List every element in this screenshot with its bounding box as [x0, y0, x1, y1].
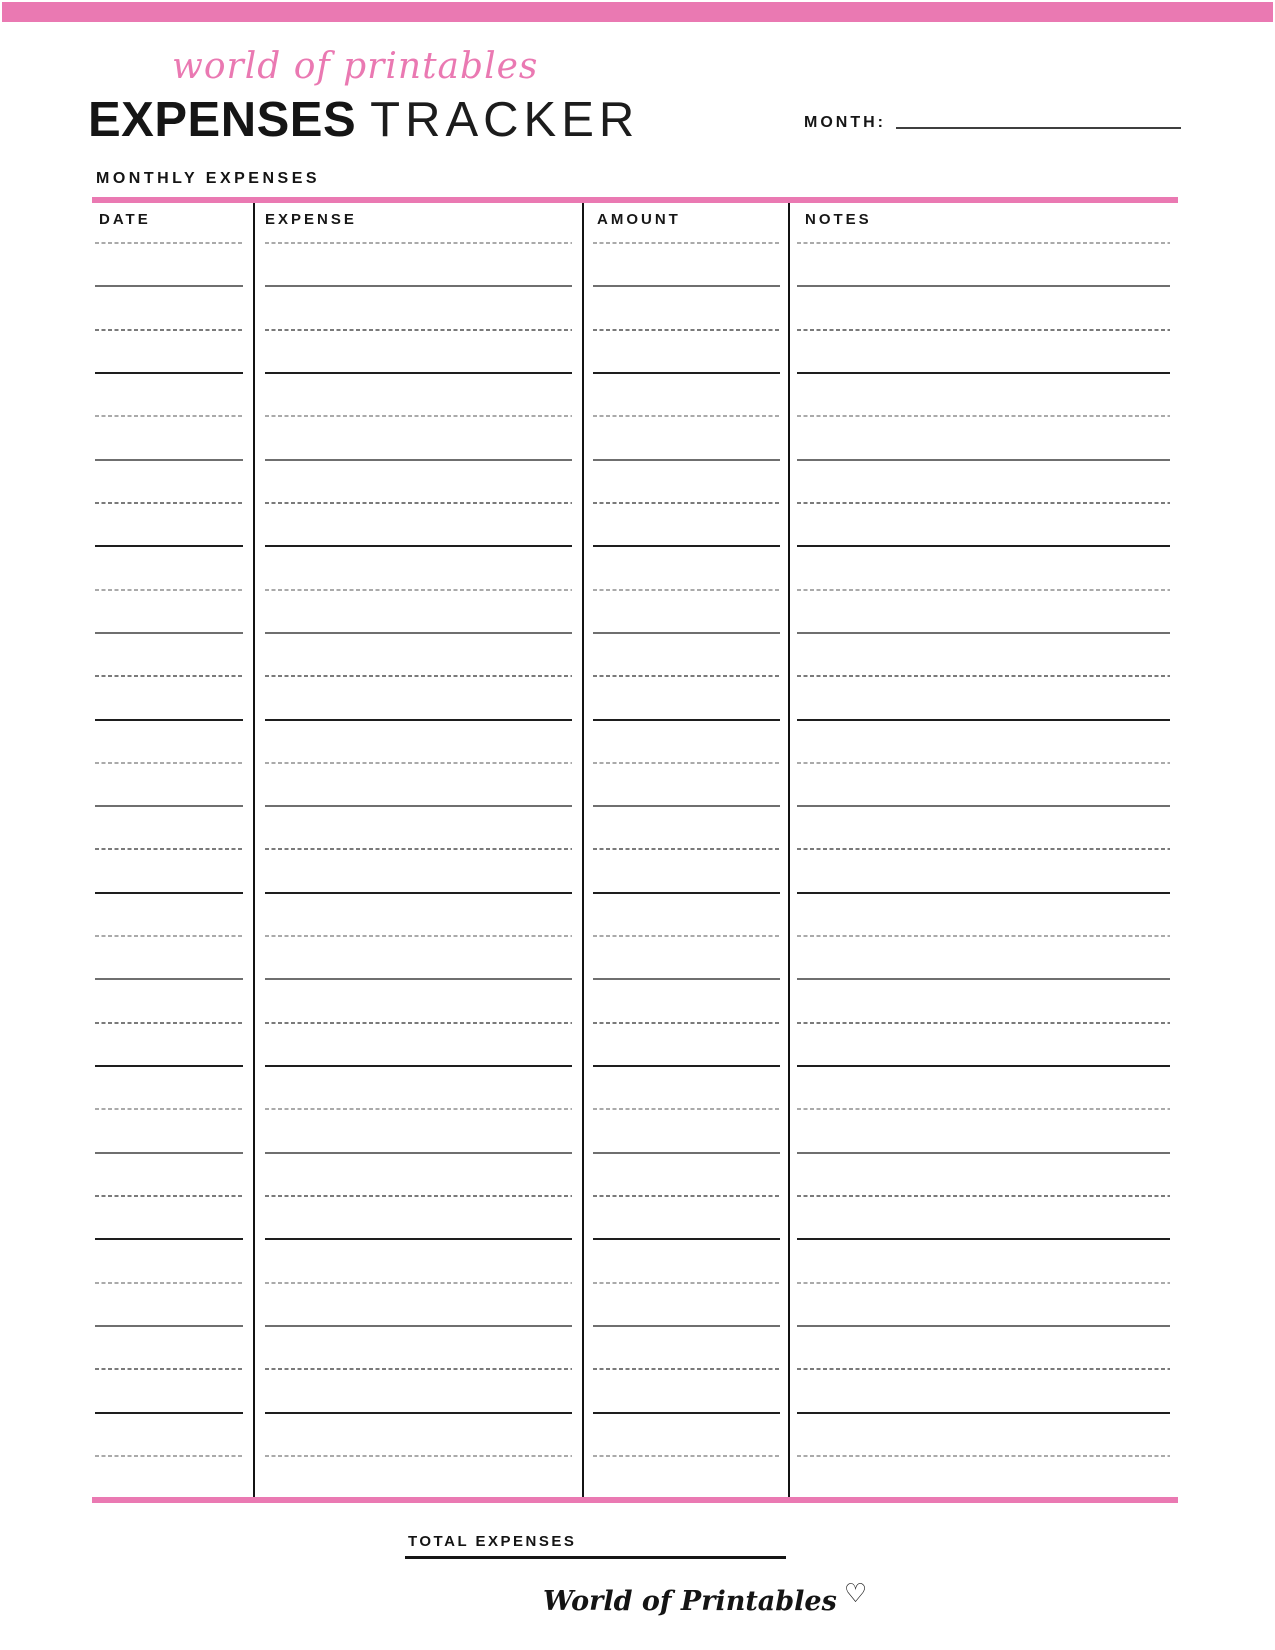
- rule-line-dashed: [95, 935, 243, 937]
- rule-line-solid: [797, 978, 1170, 980]
- title-word-expenses: EXPENSES: [88, 93, 357, 147]
- rule-line-solid: [95, 805, 243, 807]
- rule-line-solid: [593, 719, 780, 721]
- rule-line-dashed: [593, 329, 780, 331]
- rule-line-solid: [95, 1238, 243, 1240]
- rule-line-solid: [797, 545, 1170, 547]
- rule-line-solid: [797, 1065, 1170, 1067]
- column-header-date: DATE: [99, 211, 151, 228]
- rule-line-dashed: [797, 762, 1170, 764]
- rule-line-solid: [593, 1152, 780, 1154]
- rule-line-dashed: [593, 1195, 780, 1197]
- page-title: [88, 92, 639, 148]
- rule-line-solid: [95, 372, 243, 374]
- brand-logo-text: World of Printables: [543, 1586, 837, 1617]
- rule-line-solid: [265, 892, 572, 894]
- column-divider: [788, 203, 790, 1497]
- rule-line-dashed: [95, 762, 243, 764]
- rule-line-solid: [593, 632, 780, 634]
- rule-line-dashed: [265, 502, 572, 504]
- month-blank-line: [896, 127, 1181, 129]
- rule-line-dashed: [265, 242, 572, 244]
- rule-line-dashed: [797, 1368, 1170, 1370]
- rule-line-solid: [265, 1238, 572, 1240]
- rule-line-solid: [95, 1065, 243, 1067]
- rule-line-solid: [95, 285, 243, 287]
- rule-line-dashed: [797, 1282, 1170, 1284]
- rule-line-dashed: [265, 1368, 572, 1370]
- rule-line-solid: [593, 1325, 780, 1327]
- rule-line-solid: [95, 892, 243, 894]
- rule-line-dashed: [593, 1455, 780, 1457]
- rule-line-dashed: [593, 762, 780, 764]
- table-bottom-accent-bar: [92, 1497, 1178, 1503]
- rule-line-solid: [265, 719, 572, 721]
- rule-line-solid: [797, 892, 1170, 894]
- rule-line-dashed: [265, 675, 572, 677]
- section-title: MONTHLY EXPENSES: [96, 170, 321, 187]
- rule-line-dashed: [797, 848, 1170, 850]
- rule-line-dashed: [95, 1022, 243, 1024]
- rule-line-dashed: [265, 1282, 572, 1284]
- rule-line-solid: [95, 719, 243, 721]
- rule-line-dashed: [593, 848, 780, 850]
- column-header-expense: EXPENSE: [265, 211, 357, 228]
- rule-line-dashed: [593, 242, 780, 244]
- expenses-table: [92, 197, 1178, 1503]
- rule-line-solid: [95, 545, 243, 547]
- rule-line-solid: [797, 1152, 1170, 1154]
- rule-line-solid: [593, 892, 780, 894]
- rule-line-dashed: [593, 675, 780, 677]
- rule-line-solid: [593, 1065, 780, 1067]
- rule-line-dashed: [797, 1195, 1170, 1197]
- month-row: [804, 114, 1181, 132]
- rule-line-dashed: [797, 1022, 1170, 1024]
- rule-line-solid: [797, 719, 1170, 721]
- rule-line-dashed: [593, 589, 780, 591]
- rule-line-solid: [593, 805, 780, 807]
- rule-line-solid: [265, 459, 572, 461]
- rule-line-dashed: [265, 1108, 572, 1110]
- total-expenses-label: TOTAL EXPENSES: [408, 1533, 577, 1550]
- rule-line-dashed: [265, 848, 572, 850]
- rule-line-dashed: [797, 1455, 1170, 1457]
- rule-line-dashed: [95, 589, 243, 591]
- rule-line-dashed: [95, 1108, 243, 1110]
- rule-line-dashed: [797, 242, 1170, 244]
- rule-line-dashed: [593, 1368, 780, 1370]
- title-word-tracker: TRACKER: [370, 93, 640, 147]
- rule-line-dashed: [797, 1108, 1170, 1110]
- rule-line-solid: [265, 1152, 572, 1154]
- brand-script-text: world of printables: [172, 46, 539, 87]
- rule-line-solid: [593, 1412, 780, 1414]
- rule-line-dashed: [265, 1195, 572, 1197]
- total-blank-line: [405, 1556, 786, 1559]
- rule-line-dashed: [593, 1282, 780, 1284]
- rule-line-dashed: [593, 935, 780, 937]
- column-header-amount: AMOUNT: [597, 211, 681, 228]
- rule-line-dashed: [95, 1455, 243, 1457]
- top-accent-bar: [2, 2, 1273, 22]
- column-divider: [582, 203, 584, 1497]
- rule-line-solid: [265, 1065, 572, 1067]
- rule-line-solid: [797, 459, 1170, 461]
- rule-line-solid: [593, 978, 780, 980]
- rule-line-dashed: [797, 935, 1170, 937]
- rule-line-dashed: [95, 242, 243, 244]
- rule-line-solid: [265, 978, 572, 980]
- rule-line-solid: [265, 545, 572, 547]
- column-header-notes: NOTES: [805, 211, 872, 228]
- rule-line-solid: [95, 1412, 243, 1414]
- rule-line-dashed: [265, 762, 572, 764]
- rule-line-dashed: [265, 1455, 572, 1457]
- rule-line-solid: [265, 1412, 572, 1414]
- rule-line-solid: [593, 545, 780, 547]
- rule-line-dashed: [95, 848, 243, 850]
- rule-line-solid: [797, 805, 1170, 807]
- rule-line-dashed: [95, 1282, 243, 1284]
- rule-line-dashed: [593, 1108, 780, 1110]
- rule-line-dashed: [265, 415, 572, 417]
- rule-line-solid: [593, 285, 780, 287]
- rule-line-solid: [95, 1325, 243, 1327]
- rule-line-dashed: [265, 1022, 572, 1024]
- rule-line-dashed: [797, 589, 1170, 591]
- rule-line-dashed: [593, 415, 780, 417]
- rule-line-solid: [593, 459, 780, 461]
- rule-line-dashed: [95, 675, 243, 677]
- rule-line-dashed: [95, 329, 243, 331]
- rule-line-dashed: [95, 1195, 243, 1197]
- month-label: MONTH:: [804, 114, 886, 131]
- rule-line-solid: [593, 1238, 780, 1240]
- rule-line-solid: [265, 1325, 572, 1327]
- rule-line-dashed: [797, 502, 1170, 504]
- column-divider: [253, 203, 255, 1497]
- brand-logo: [543, 1579, 868, 1617]
- rule-line-dashed: [797, 415, 1170, 417]
- rule-line-solid: [797, 372, 1170, 374]
- rule-line-dashed: [797, 329, 1170, 331]
- rule-line-solid: [265, 372, 572, 374]
- rule-line-solid: [95, 632, 243, 634]
- rule-line-dashed: [593, 502, 780, 504]
- rule-line-dashed: [593, 1022, 780, 1024]
- heart-icon: ♡: [843, 1579, 868, 1609]
- rule-line-solid: [797, 632, 1170, 634]
- rule-line-solid: [797, 1412, 1170, 1414]
- rule-line-solid: [593, 372, 780, 374]
- rule-line-dashed: [797, 675, 1170, 677]
- rule-line-solid: [797, 1325, 1170, 1327]
- rule-line-solid: [95, 459, 243, 461]
- rule-line-solid: [265, 632, 572, 634]
- rule-line-dashed: [265, 329, 572, 331]
- rule-line-solid: [797, 285, 1170, 287]
- rule-line-dashed: [265, 589, 572, 591]
- rule-line-dashed: [95, 502, 243, 504]
- rule-line-solid: [95, 1152, 243, 1154]
- rule-line-dashed: [95, 415, 243, 417]
- rule-line-solid: [95, 978, 243, 980]
- rule-line-dashed: [95, 1368, 243, 1370]
- rule-line-solid: [265, 805, 572, 807]
- rule-line-solid: [265, 285, 572, 287]
- rule-line-solid: [797, 1238, 1170, 1240]
- rule-line-dashed: [265, 935, 572, 937]
